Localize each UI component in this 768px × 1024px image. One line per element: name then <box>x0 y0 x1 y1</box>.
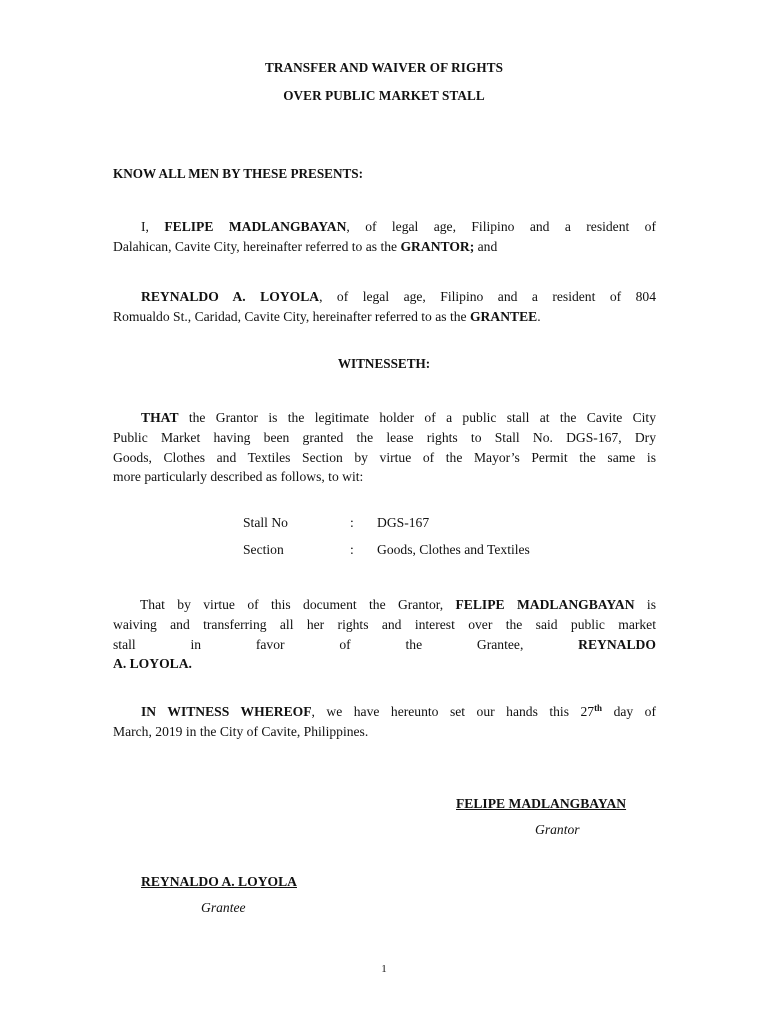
detail-label-section: Section <box>243 542 284 557</box>
that-paragraph-line3: Goods, Clothes and Textiles Section by virtue of the Mayor’s Permit the same is <box>113 449 656 465</box>
witness-paragraph-line2: March, 2019 in the City of Cavite, Philippines. <box>113 723 369 739</box>
detail-label-stall-no: Stall No <box>243 515 288 530</box>
document-title-line1: TRANSFER AND WAIVER OF RIGHTS <box>264 60 504 75</box>
detail-value-stall-no: DGS-167 <box>377 515 430 530</box>
grantee-name: REYNALDO A. LOYOLA <box>141 289 320 304</box>
grantee-signature-role: Grantee <box>201 900 246 915</box>
grantee-paragraph <box>113 287 656 327</box>
grantor-paragraph-line2: Dalahican, Cavite City, hereinafter referred to as the GRANTOR; and <box>113 238 498 254</box>
that-paragraph-line4: more particularly described as follows, to wit: <box>113 469 364 485</box>
grantee-paragraph-line2: Romualdo St., Caridad, Cavite City, hereinafter referred to as the GRANTEE. <box>113 308 541 324</box>
transfer-paragraph <box>113 595 656 674</box>
opening-heading: KNOW ALL MEN BY THESE PRESENTS: <box>113 166 364 181</box>
ordinal-suffix: th <box>594 703 603 713</box>
witnesseth-heading: WITNESSETH: <box>337 356 431 371</box>
transfer-grantee-name-part2: A. LOYOLA <box>113 656 189 672</box>
detail-value-section: Goods, Clothes and Textiles <box>377 542 530 557</box>
grantor-role: GRANTOR; <box>400 238 475 254</box>
transfer-grantor-name: FELIPE MADLANGBAYAN <box>455 597 635 612</box>
grantee-signature-name: REYNALDO A. LOYOLA <box>141 874 297 889</box>
that-paragraph-line1: THAT the Grantor is the legitimate holder of a public stall at the Cavite City <box>141 410 656 425</box>
detail-separator: : <box>350 515 354 530</box>
transfer-paragraph-line4: A. LOYOLA. <box>113 656 192 672</box>
that-paragraph <box>113 408 656 487</box>
transfer-paragraph-line1: That by virtue of this document the Grantor, FELIPE MADLANGBAYAN is <box>140 597 656 612</box>
grantor-signature-role: Grantor <box>535 822 580 837</box>
witness-paragraph-line1: IN WITNESS WHEREOF, we have hereunto set our hands this 27th day of <box>141 703 656 719</box>
grantee-paragraph-line1: REYNALDO A. LOYOLA, of legal age, Filipino and a resident of 804 <box>141 289 656 304</box>
grantor-paragraph-line1: I, FELIPE MADLANGBAYAN, of legal age, Filipino and a resident of <box>141 219 657 234</box>
grantor-name: FELIPE MADLANGBAYAN <box>164 219 347 234</box>
document-title-line2: OVER PUBLIC MARKET STALL <box>283 88 485 103</box>
grantor-paragraph <box>113 217 656 257</box>
transfer-grantee-name-part1: REYNALDO <box>578 636 656 652</box>
transfer-paragraph-line3: stall in favor of the Grantee, REYNALDO <box>113 635 656 655</box>
grantee-role: GRANTEE <box>469 308 538 324</box>
that-lead: THAT <box>141 410 179 425</box>
page-number: 1 <box>381 963 387 975</box>
transfer-paragraph-line2: waiving and transferring all her rights and interest over the said public market <box>113 616 656 632</box>
witness-lead: IN WITNESS WHEREOF <box>141 704 312 719</box>
grantor-signature-name: FELIPE MADLANGBAYAN <box>456 796 627 811</box>
that-paragraph-line2: Public Market having been granted the lease rights to Stall No. DGS-167, Dry <box>113 429 656 445</box>
detail-separator: : <box>350 542 354 557</box>
witness-paragraph <box>113 699 656 742</box>
